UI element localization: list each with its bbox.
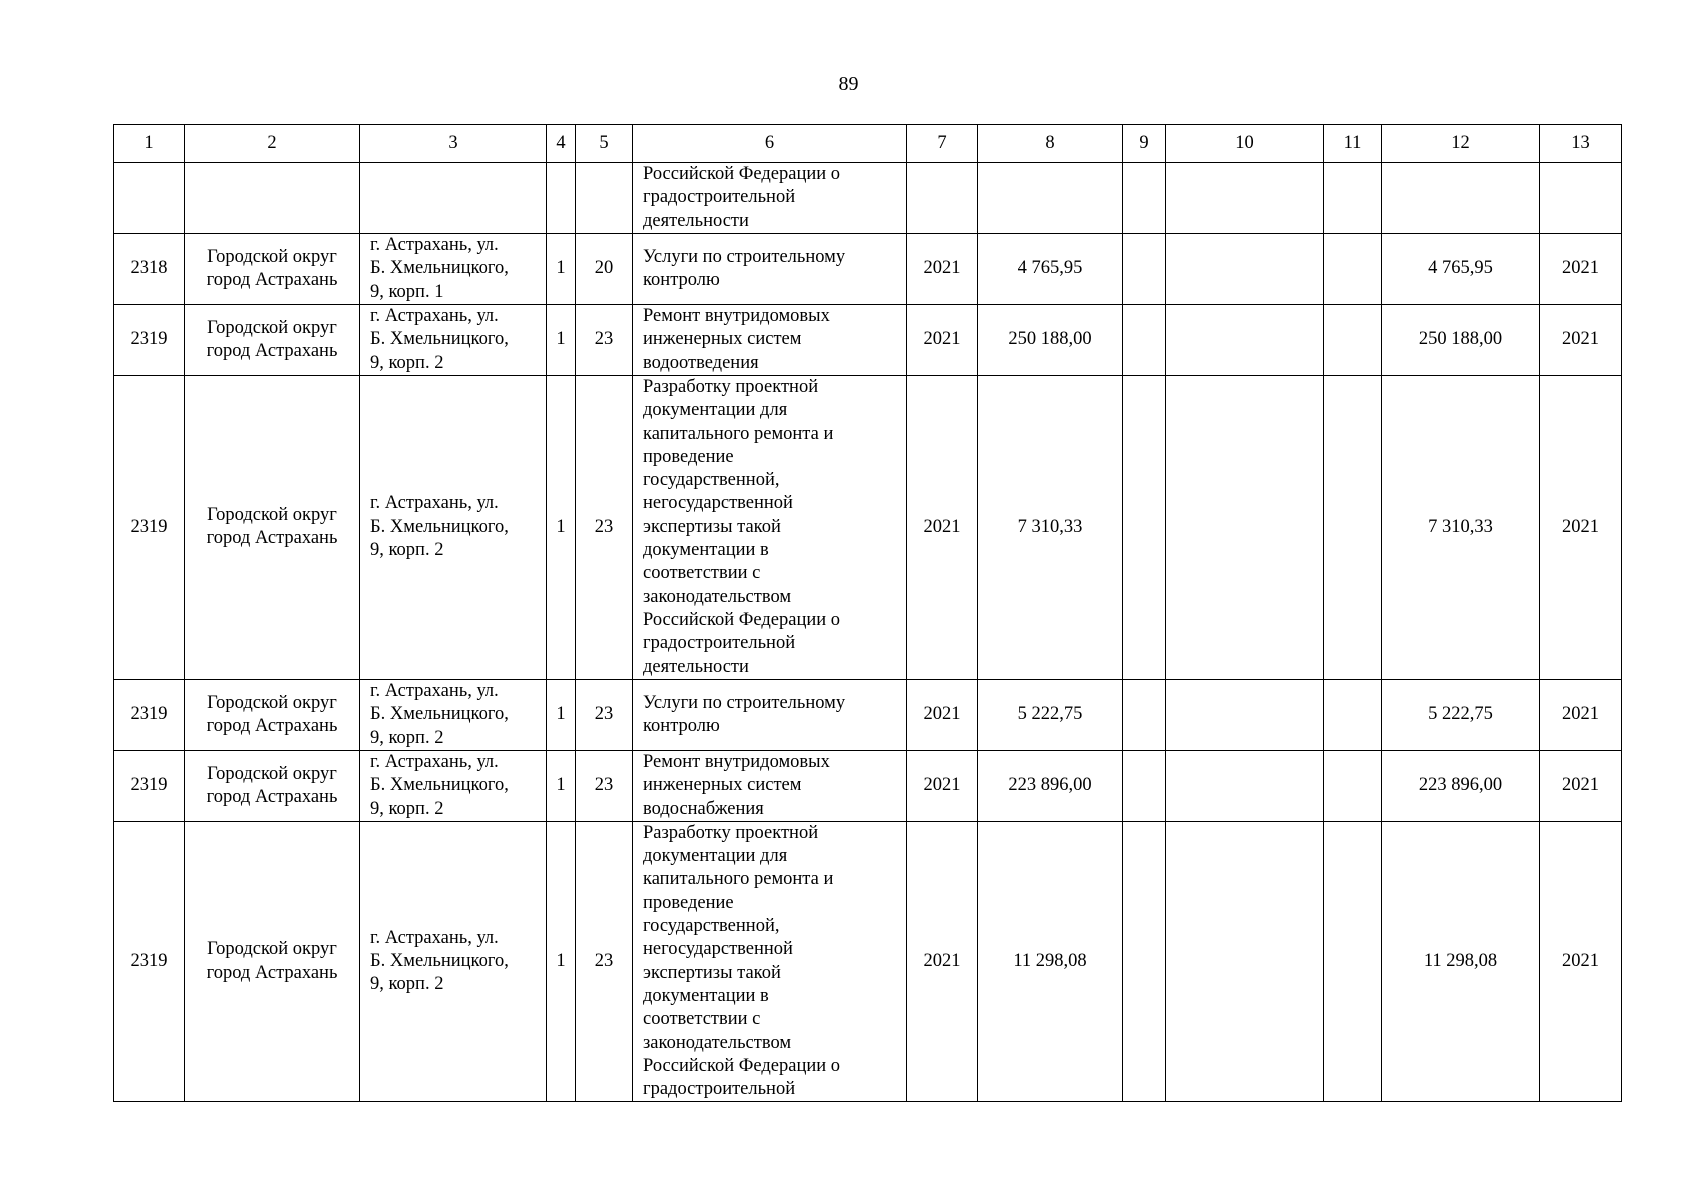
cell-year: 2021 [907, 375, 978, 679]
table-row [114, 233, 1622, 304]
cell-col11 [1324, 375, 1382, 679]
cell-col5: 23 [576, 679, 633, 750]
cell-col5: 23 [576, 375, 633, 679]
cell-address: г. Астрахань, ул. Б. Хмельницкого, 9, корп. 1 [360, 233, 547, 304]
cell-col4: 1 [547, 304, 576, 375]
cell-total-cost: 11 298,08 [978, 821, 1123, 1102]
cell-municipality: Городской округ город Астрахань [185, 679, 360, 750]
cell-year [907, 163, 978, 234]
cell-col13: 2021 [1540, 679, 1622, 750]
cell-work-type: Российской Федерации о градостроительной деятельности [633, 163, 907, 234]
cell-col4: 1 [547, 233, 576, 304]
cell-col10 [1166, 233, 1324, 304]
cell-number [114, 163, 185, 234]
cell-col10 [1166, 750, 1324, 821]
column-header: 8 [978, 125, 1123, 163]
cell-col12: 11 298,08 [1382, 821, 1540, 1102]
table-row [114, 821, 1622, 1102]
cell-col11 [1324, 304, 1382, 375]
cell-col11 [1324, 750, 1382, 821]
cell-col9 [1123, 375, 1166, 679]
table-header-row [114, 125, 1622, 163]
column-header: 4 [547, 125, 576, 163]
cell-work-type: Ремонт внутридомовых инженерных систем водоотведения [633, 304, 907, 375]
cell-address: г. Астрахань, ул. Б. Хмельницкого, 9, корп. 2 [360, 750, 547, 821]
cell-year: 2021 [907, 821, 978, 1102]
cell-col13: 2021 [1540, 375, 1622, 679]
cell-col11 [1324, 233, 1382, 304]
cell-col13: 2021 [1540, 821, 1622, 1102]
cell-col10 [1166, 375, 1324, 679]
column-header: 5 [576, 125, 633, 163]
cell-col13: 2021 [1540, 750, 1622, 821]
cell-col9 [1123, 163, 1166, 234]
column-header: 7 [907, 125, 978, 163]
cell-municipality: Городской округ город Астрахань [185, 304, 360, 375]
cell-col10 [1166, 821, 1324, 1102]
table-row [114, 750, 1622, 821]
cell-col5: 20 [576, 233, 633, 304]
table-row [114, 163, 1622, 234]
cell-year: 2021 [907, 304, 978, 375]
cell-total-cost: 223 896,00 [978, 750, 1123, 821]
column-header: 13 [1540, 125, 1622, 163]
cell-col4: 1 [547, 375, 576, 679]
cell-total-cost: 5 222,75 [978, 679, 1123, 750]
cell-number: 2319 [114, 679, 185, 750]
cell-col4: 1 [547, 679, 576, 750]
cell-year: 2021 [907, 679, 978, 750]
cell-municipality: Городской округ город Астрахань [185, 375, 360, 679]
cell-col4: 1 [547, 750, 576, 821]
cell-col10 [1166, 304, 1324, 375]
cell-number: 2319 [114, 750, 185, 821]
table-row [114, 375, 1622, 679]
cell-col12: 5 222,75 [1382, 679, 1540, 750]
cell-municipality: Городской округ город Астрахань [185, 233, 360, 304]
cell-col12: 223 896,00 [1382, 750, 1540, 821]
cell-municipality: Городской округ город Астрахань [185, 821, 360, 1102]
cell-municipality [185, 163, 360, 234]
cell-col4: 1 [547, 821, 576, 1102]
cell-address: г. Астрахань, ул. Б. Хмельницкого, 9, корп. 2 [360, 304, 547, 375]
column-header: 9 [1123, 125, 1166, 163]
page-number: 89 [838, 73, 859, 95]
cell-col5: 23 [576, 750, 633, 821]
column-header: 1 [114, 125, 185, 163]
cell-col13: 2021 [1540, 233, 1622, 304]
cell-number: 2319 [114, 821, 185, 1102]
cell-col11 [1324, 821, 1382, 1102]
column-header: 3 [360, 125, 547, 163]
cell-number: 2319 [114, 375, 185, 679]
cell-col13 [1540, 163, 1622, 234]
cell-col11 [1324, 163, 1382, 234]
cell-work-type: Разработку проектной документации для капитального ремонта и проведение государственной, негосударственной экспертизы такой документации в соответствии с законодательством Российской Федерации о градостроительной [633, 821, 907, 1102]
column-header: 11 [1324, 125, 1382, 163]
cell-col12: 4 765,95 [1382, 233, 1540, 304]
cell-col11 [1324, 679, 1382, 750]
cell-col4 [547, 163, 576, 234]
cell-col12 [1382, 163, 1540, 234]
data-table [113, 124, 1622, 1102]
cell-col9 [1123, 233, 1166, 304]
cell-work-type: Ремонт внутридомовых инженерных систем водоснабжения [633, 750, 907, 821]
cell-municipality: Городской округ город Астрахань [185, 750, 360, 821]
cell-col12: 7 310,33 [1382, 375, 1540, 679]
cell-address: г. Астрахань, ул. Б. Хмельницкого, 9, корп. 2 [360, 821, 547, 1102]
cell-number: 2318 [114, 233, 185, 304]
cell-col9 [1123, 821, 1166, 1102]
cell-number: 2319 [114, 304, 185, 375]
cell-col9 [1123, 679, 1166, 750]
cell-col9 [1123, 750, 1166, 821]
cell-total-cost: 7 310,33 [978, 375, 1123, 679]
cell-col5: 23 [576, 304, 633, 375]
column-header: 12 [1382, 125, 1540, 163]
column-header: 10 [1166, 125, 1324, 163]
cell-year: 2021 [907, 750, 978, 821]
table-row [114, 679, 1622, 750]
cell-total-cost [978, 163, 1123, 234]
cell-col13: 2021 [1540, 304, 1622, 375]
cell-col9 [1123, 304, 1166, 375]
cell-col10 [1166, 679, 1324, 750]
cell-work-type: Разработку проектной документации для капитального ремонта и проведение государственной, негосударственной экспертизы такой документации в соответствии с законодательством Российской Федерации о градостроительной деятельности [633, 375, 907, 679]
cell-col5: 23 [576, 821, 633, 1102]
cell-address: г. Астрахань, ул. Б. Хмельницкого, 9, корп. 2 [360, 375, 547, 679]
column-header: 6 [633, 125, 907, 163]
column-header: 2 [185, 125, 360, 163]
cell-work-type: Услуги по строительному контролю [633, 679, 907, 750]
cell-total-cost: 4 765,95 [978, 233, 1123, 304]
cell-year: 2021 [907, 233, 978, 304]
cell-col12: 250 188,00 [1382, 304, 1540, 375]
cell-work-type: Услуги по строительному контролю [633, 233, 907, 304]
cell-col5 [576, 163, 633, 234]
cell-address [360, 163, 547, 234]
cell-total-cost: 250 188,00 [978, 304, 1123, 375]
cell-col10 [1166, 163, 1324, 234]
cell-address: г. Астрахань, ул. Б. Хмельницкого, 9, корп. 2 [360, 679, 547, 750]
table-row [114, 304, 1622, 375]
